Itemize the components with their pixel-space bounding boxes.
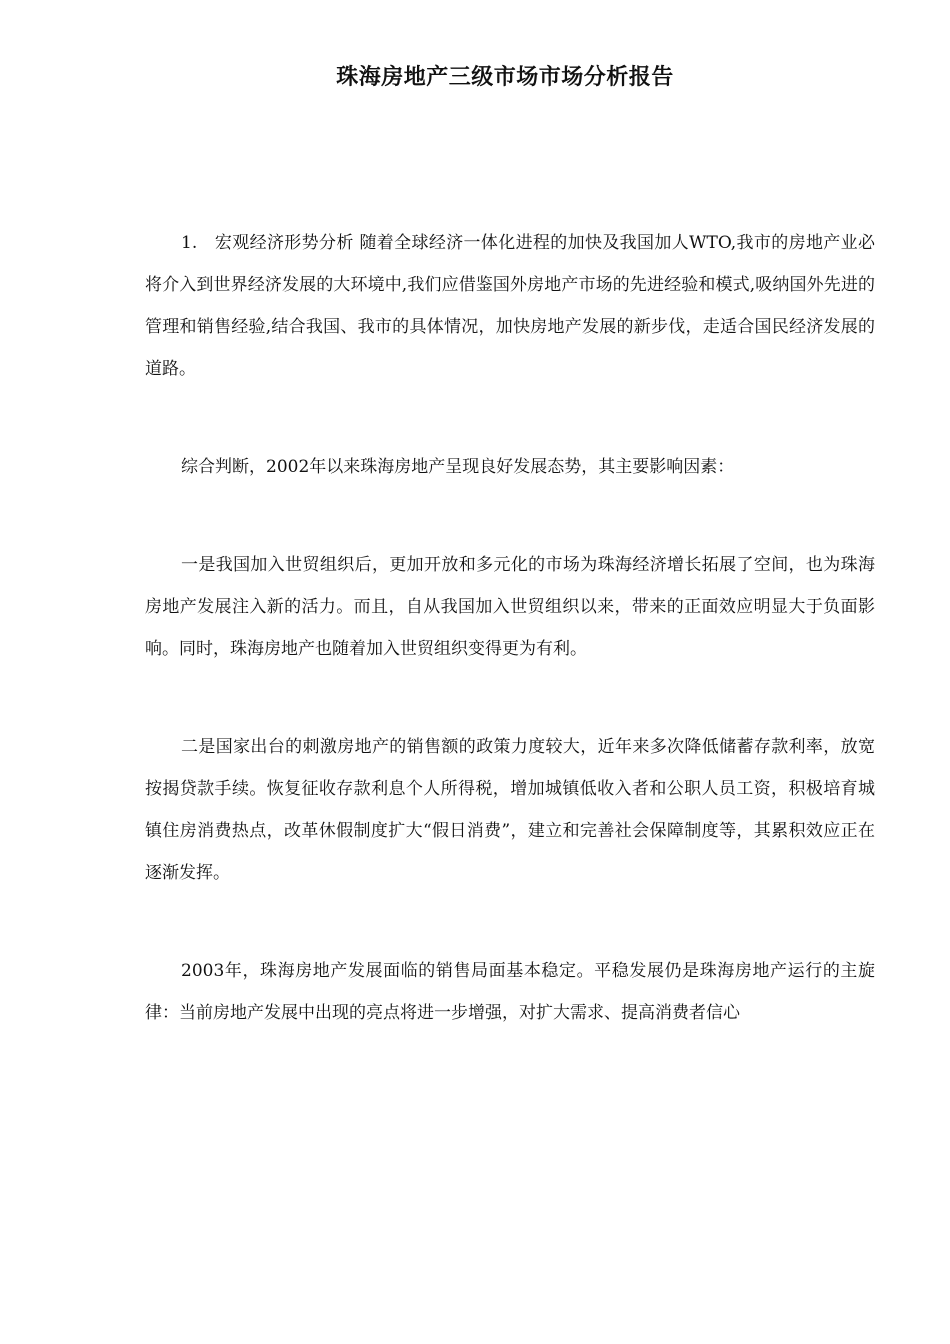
document-body	[145, 222, 875, 1034]
paragraph-2003-outlook: 2003年，珠海房地产发展面临的销售局面基本稳定。平稳发展仍是珠海房地产运行的主旋律：当前房地产发展中出现的亮点将进一步增强，对扩大需求、提高消费者信心	[145, 961, 875, 1023]
document-title: 珠海房地产三级市场市场分析报告	[336, 64, 674, 90]
paragraph-macro-economy: 1. 宏观经济形势分析 随着全球经济一体化进程的加快及我国加人WTO,我市的房地产业必将介入到世界经济发展的大环境中,我们应借鉴国外房地产市场的先进经验和模式,吸纳国外先进的管理和销售经验,结合我国、我市的具体情况，加快房地产发展的新步伐，走适合国民经济发展的道路。	[145, 233, 875, 379]
paragraph-factor-two: 二是国家出台的刺激房地产的销售额的政策力度较大，近年来多次降低储蓄存款利率，放宽按揭贷款手续。恢复征收存款利息个人所得税，增加城镇低收入者和公职人员工资，积极培育城镇住房消费热点，改革休假制度扩大“假日消费”，建立和完善社会保障制度等，其累积效应正在逐渐发挥。	[145, 737, 875, 883]
paragraph-factor-one: 一是我国加入世贸组织后，更加开放和多元化的市场为珠海经济增长拓展了空间，也为珠海房地产发展注入新的活力。而且，自从我国加入世贸组织以来，带来的正面效应明显大于负面影响。同时，珠海房地产也随着加入世贸组织变得更为有利。	[145, 555, 875, 659]
paragraph-summary: 综合判断，2002年以来珠海房地产呈现良好发展态势，其主要影响因素：	[181, 457, 735, 477]
